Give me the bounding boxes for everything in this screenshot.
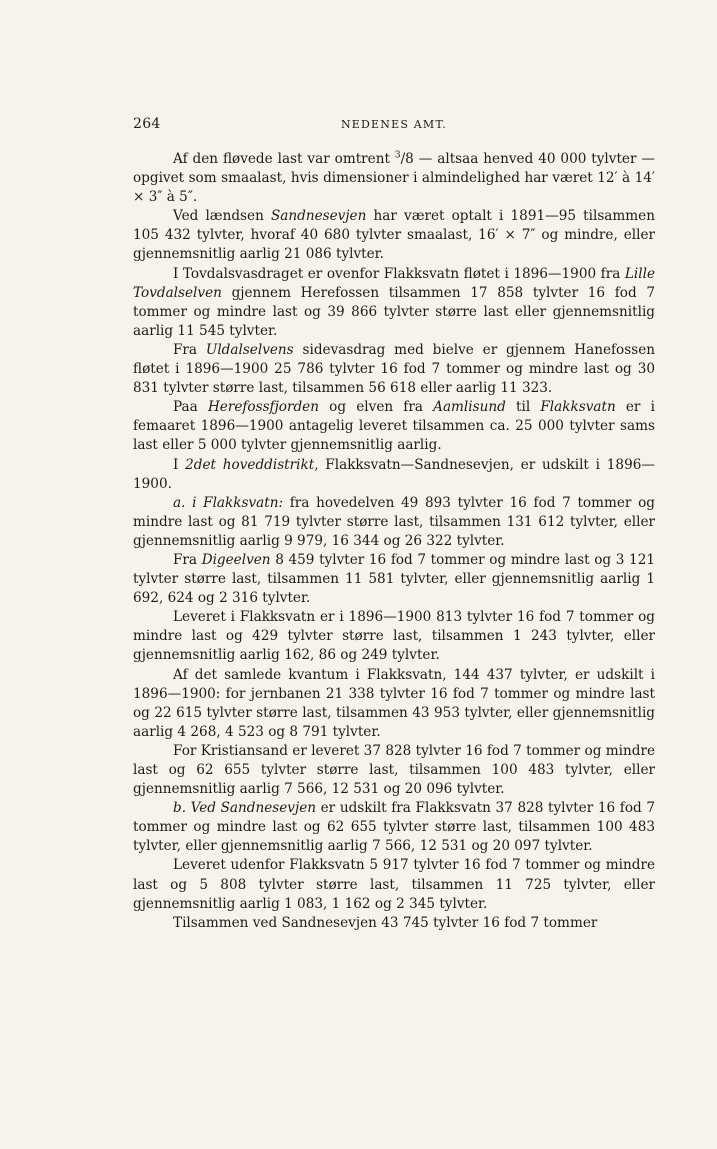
paragraph (133, 265, 655, 341)
page-number: 264 (133, 116, 161, 132)
italic-text: Sandnesevjen (270, 208, 367, 225)
text-span: For Kristiansand er leveret 37 828 tylvter 16 fod 7 tommer og mindre last og 62 655 tylvter større last, tilsammen 100 483 tylvter, eller gjennemsnitlig aarlig 7 566, 12 531 og 20 096 tylvter. (133, 742, 655, 798)
page-header (133, 116, 655, 136)
text-span: , Flakksvatn—Sandnesevjen, er udskilt i 1896—1900. (133, 456, 655, 492)
text-span: Ved lændsen (173, 208, 271, 225)
text-span: Fra (173, 551, 202, 568)
text-span: Af det samlede kvantum i Flakksvatn, 144 437 tylvter, er udskilt i 1896—1900: for jernbanen 21 338 tylvter 16 fod 7 tommer og mindre last og 22 615 tylvter større last, tilsammen 43 953 tylvter, eller gjennemsnitlig aarlig 4 268, 4 523 og 8 791 tylvter. (133, 666, 655, 740)
text-span: Tilsammen ved Sandnesevjen 43 745 tylvter 16 fod 7 tommer (173, 914, 598, 931)
paragraph (133, 856, 655, 913)
paragraph (133, 456, 655, 494)
text-span: Paa (173, 399, 208, 416)
text-span: til (505, 399, 541, 416)
paragraph (133, 742, 655, 799)
paragraph (133, 608, 655, 665)
italic-text: a. i Flakksvatn: (173, 494, 284, 511)
paragraph (133, 799, 655, 856)
text-span: Leveret i Flakksvatn er i 1896—1900 813 tylvter 16 fod 7 tommer og mindre last og 429 tylvter større last, tilsammen 1 243 tylvter, eller gjennemsnitlig aarlig 162, 86 og 249 tylvter. (133, 609, 655, 664)
italic-text: Digeelven (201, 551, 271, 568)
paragraph (133, 914, 655, 933)
paragraph (133, 398, 655, 455)
text-span: fra hovedelven 49 893 tylvter 16 fod 7 tommer og mindre last og 81 719 tylvter større last, tilsammen 131 612 tylvter, eller gjennemsnitlig aarlig 9 979, 16 344 og 26 322 tylvter. (133, 494, 655, 549)
italic-text: 2det hoveddistrikt (185, 456, 315, 473)
text-span: og elven fra (318, 399, 434, 416)
text-span: I Tovdalsvasdraget er ovenfor Flakksvatn fløtet i 1896—1900 fra (173, 265, 625, 282)
italic-text: Aamlisund (433, 399, 506, 416)
italic-text: Herefossfjorden (207, 399, 319, 416)
italic-text: Lille Tovdalselven (133, 265, 655, 301)
italic-text: Flakksvatn (540, 399, 616, 416)
text-span: 8 459 tylvter 16 fod 7 tommer og mindre last og 3 121 tylvter større last, tilsammen 11 581 tylvter, eller gjennemsnitlig aarlig 1 692, 624 og 2 316 tylvter. (133, 551, 655, 607)
paragraph (133, 494, 655, 551)
text-span: Leveret udenfor Flakksvatn 5 917 tylvter 16 fod 7 tommer og mindre last og 5 808 tylvter større last, tilsammen 11 725 tylvter, eller gjennemsnitlig aarlig 1 083, 1 162 og 2 345 tylvter. (133, 857, 655, 912)
paragraph (133, 341, 655, 398)
italic-text: Uldalselvens (205, 341, 294, 358)
text-span: gjennem Herefossen tilsammen 17 858 tylvter 16 fod 7 tommer og mindre last og 39 866 tylvter større last eller gjennemsnitlig aarlig 11 545 tylvter. (133, 284, 655, 339)
running-title: NEDENES AMT. (340, 118, 447, 131)
superscript: 3 (394, 150, 401, 161)
text-span: er i femaaret 1896—1900 antagelig leveret tilsammen ca. 25 000 tylvter sams last eller 5 000 tylvter gjennemsnitlig aarlig. (133, 399, 655, 454)
text-span: Fra (173, 341, 206, 358)
paragraph (133, 207, 655, 264)
text-span: I (173, 456, 186, 473)
text-span: har været optalt i 1891—95 tilsammen 105 432 tylvter, hvoraf 40 680 tylvter smaalast, 16′ × 7″ og mindre, eller gjennemsnitlig aarlig 21 086 tylvter. (133, 208, 655, 263)
text-span: sidevasdrag med bielve er gjennem Hanefossen fløtet i 1896—1900 25 786 tylvter 16 fod 7 tommer og mindre last og 30 831 tylvter større last, tilsammen 56 618 eller aarlig 11 323. (133, 341, 655, 397)
paragraph (133, 666, 655, 742)
text-span: er udskilt fra Flakksvatn 37 828 tylvter 16 fod 7 tommer og mindre last og 62 655 tylvter større last, tilsammen 100 483 tylvter, eller gjennemsnitlig aarlig 7 566, 12 531 og 20 097 tylvter. (133, 800, 655, 855)
body-text (133, 150, 655, 933)
italic-text: b. Ved Sandnesevjen (173, 800, 316, 817)
paragraph (133, 150, 655, 207)
text-span: /8 — altsaa henved 40 000 tylvter — opgivet som smaalast, hvis dimensioner i almindelighed har været 12′ à 14′ × 3″ à 5″. (133, 151, 655, 206)
text-span: Af den fløvede last var omtrent (173, 151, 395, 167)
paragraph (133, 551, 655, 608)
